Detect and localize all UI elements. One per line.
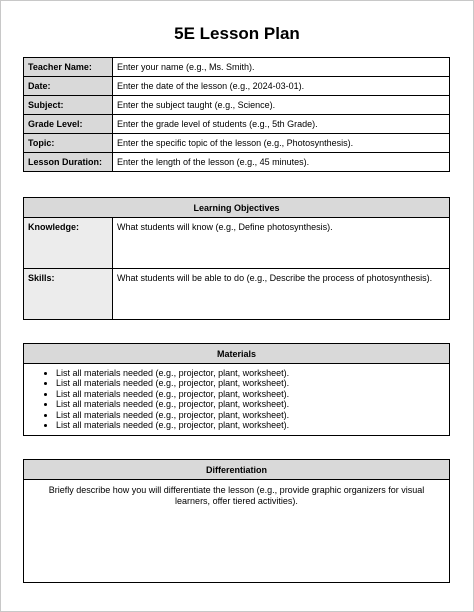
objective-row-skills [24, 269, 450, 320]
lesson-duration-label: Lesson Duration: [24, 153, 113, 172]
differentiation-text[interactable]: Briefly describe how you will differentiate the lesson (e.g., provide graphic organizers for visual learners, offer tiered activities). [24, 480, 450, 583]
info-row-date [24, 77, 450, 96]
info-row-grade-level [24, 115, 450, 134]
lesson-duration-value[interactable]: Enter the length of the lesson (e.g., 45 minutes). [113, 153, 450, 172]
skills-value[interactable]: What students will be able to do (e.g., Describe the process of photosynthesis). [113, 269, 450, 320]
skills-label: Skills: [24, 269, 113, 320]
list-item: • List all materials needed (e.g., projector, plant, worksheet). [56, 368, 445, 378]
list-item: • List all materials needed (e.g., projector, plant, worksheet). [56, 378, 445, 388]
topic-value[interactable]: Enter the specific topic of the lesson (e.g., Photosynthesis). [113, 134, 450, 153]
knowledge-label: Knowledge: [24, 218, 113, 269]
list-item: • List all materials needed (e.g., projector, plant, worksheet). [56, 410, 445, 420]
teacher-name-label: Teacher Name: [24, 58, 113, 77]
materials-header: Materials [24, 344, 450, 364]
grade-level-label: Grade Level: [24, 115, 113, 134]
list-item: • List all materials needed (e.g., projector, plant, worksheet). [56, 389, 445, 399]
info-row-teacher-name [24, 58, 450, 77]
list-item: • List all materials needed (e.g., projector, plant, worksheet). [56, 399, 445, 409]
materials-list-cell[interactable] [24, 364, 450, 436]
date-value[interactable]: Enter the date of the lesson (e.g., 2024-03-01). [113, 77, 450, 96]
topic-label: Topic: [24, 134, 113, 153]
learning-objectives-table [23, 197, 450, 320]
date-label: Date: [24, 77, 113, 96]
list-item: • List all materials needed (e.g., projector, plant, worksheet). [56, 420, 445, 430]
knowledge-value[interactable]: What students will know (e.g., Define photosynthesis). [113, 218, 450, 269]
materials-table [23, 343, 450, 436]
subject-label: Subject: [24, 96, 113, 115]
differentiation-header: Differentiation [24, 460, 450, 480]
differentiation-table [23, 459, 450, 583]
lesson-info-table [23, 57, 450, 172]
page-title: 5E Lesson Plan [174, 24, 300, 43]
info-row-subject [24, 96, 450, 115]
materials-list [24, 368, 445, 430]
subject-value[interactable]: Enter the subject taught (e.g., Science). [113, 96, 450, 115]
learning-objectives-header: Learning Objectives [24, 198, 450, 218]
grade-level-value[interactable]: Enter the grade level of students (e.g., 5th Grade). [113, 115, 450, 134]
teacher-name-value[interactable]: Enter your name (e.g., Ms. Smith). [113, 58, 450, 77]
objective-row-knowledge [24, 218, 450, 269]
info-row-lesson-duration [24, 153, 450, 172]
info-row-topic [24, 134, 450, 153]
